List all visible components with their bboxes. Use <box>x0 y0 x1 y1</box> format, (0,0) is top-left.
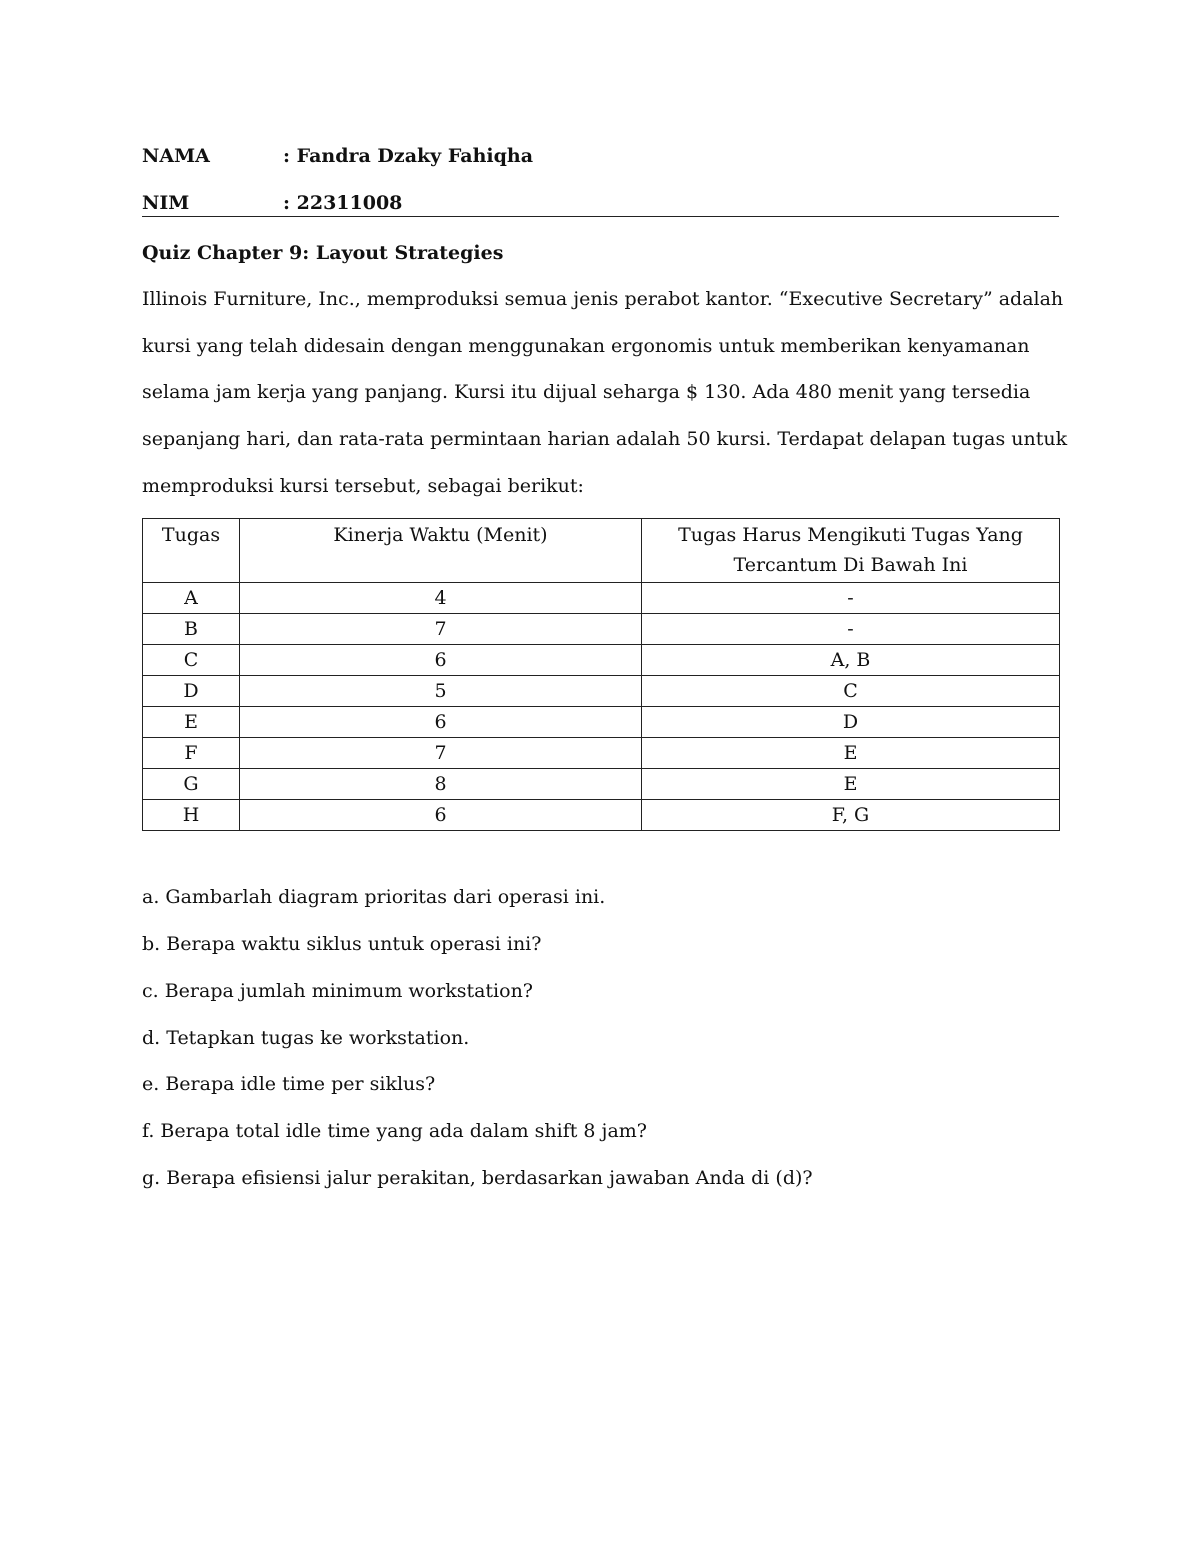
table-row <box>143 738 1060 769</box>
task-cell: H <box>143 800 240 831</box>
question-g: g. Berapa efisiensi jalur perakitan, berdasarkan jawaban Anda di (d)? <box>142 1167 813 1189</box>
predecessor-cell: A, B <box>642 645 1060 676</box>
predecessor-cell: - <box>642 614 1060 645</box>
question-a: a. Gambarlah diagram prioritas dari operasi ini. <box>142 886 606 908</box>
question-c: c. Berapa jumlah minimum workstation? <box>142 980 533 1002</box>
task-cell: F <box>143 738 240 769</box>
table-row <box>143 800 1060 831</box>
table-row <box>143 707 1060 738</box>
time-cell: 7 <box>240 614 642 645</box>
header-cell-time <box>240 519 642 583</box>
name-label: NAMA <box>142 145 210 167</box>
predecessor-cell: C <box>642 676 1060 707</box>
header-time-label: Kinerja Waktu (Menit) <box>333 524 548 546</box>
table-row <box>143 769 1060 800</box>
task-cell: A <box>143 583 240 614</box>
question-b: b. Berapa waktu siklus untuk operasi ini? <box>142 933 542 955</box>
intro-line: Illinois Furniture, Inc., memproduksi semua jenis perabot kantor. “Executive Secretary” adalah <box>142 288 1064 310</box>
time-cell: 7 <box>240 738 642 769</box>
intro-line: kursi yang telah didesain dengan menggunakan ergonomis untuk memberikan kenyamanan <box>142 335 1030 357</box>
time-cell: 6 <box>240 800 642 831</box>
predecessor-cell: F, G <box>642 800 1060 831</box>
time-cell: 6 <box>240 707 642 738</box>
time-cell: 6 <box>240 645 642 676</box>
nim-value: : 22311008 <box>283 192 403 214</box>
header-predecessor-line2: Tercantum Di Bawah Ini <box>733 554 968 576</box>
quiz-title: Quiz Chapter 9: Layout Strategies <box>142 242 504 264</box>
header-divider <box>142 216 1059 217</box>
time-cell: 5 <box>240 676 642 707</box>
question-f: f. Berapa total idle time yang ada dalam shift 8 jam? <box>142 1120 647 1142</box>
table-row <box>143 614 1060 645</box>
table-row <box>143 645 1060 676</box>
task-cell: G <box>143 769 240 800</box>
predecessor-cell: D <box>642 707 1060 738</box>
header-task-label: Tugas <box>161 524 221 546</box>
table-row <box>143 583 1060 614</box>
task-cell: D <box>143 676 240 707</box>
table-row <box>143 676 1060 707</box>
table-header-row <box>143 519 1060 583</box>
task-table <box>142 518 1060 831</box>
predecessor-cell: E <box>642 769 1060 800</box>
question-d: d. Tetapkan tugas ke workstation. <box>142 1027 470 1049</box>
predecessor-cell: E <box>642 738 1060 769</box>
nim-field <box>142 188 1058 218</box>
task-cell: C <box>143 645 240 676</box>
name-field <box>142 141 1058 171</box>
intro-line: sepanjang hari, dan rata-rata permintaan harian adalah 50 kursi. Terdapat delapan tugas untuk <box>142 428 1068 450</box>
header-cell-task <box>143 519 240 583</box>
name-value: : Fandra Dzaky Fahiqha <box>283 145 534 167</box>
task-cell: B <box>143 614 240 645</box>
nim-label: NIM <box>142 192 190 214</box>
intro-line: selama jam kerja yang panjang. Kursi itu dijual seharga $ 130. Ada 480 menit yang tersedia <box>142 381 1031 403</box>
predecessor-cell: - <box>642 583 1060 614</box>
task-cell: E <box>143 707 240 738</box>
header-cell-predecessor <box>642 519 1060 583</box>
intro-line: memproduksi kursi tersebut, sebagai berikut: <box>142 475 584 497</box>
time-cell: 8 <box>240 769 642 800</box>
header-predecessor-line1: Tugas Harus Mengikuti Tugas Yang <box>678 524 1023 546</box>
time-cell: 4 <box>240 583 642 614</box>
question-e: e. Berapa idle time per siklus? <box>142 1073 436 1095</box>
